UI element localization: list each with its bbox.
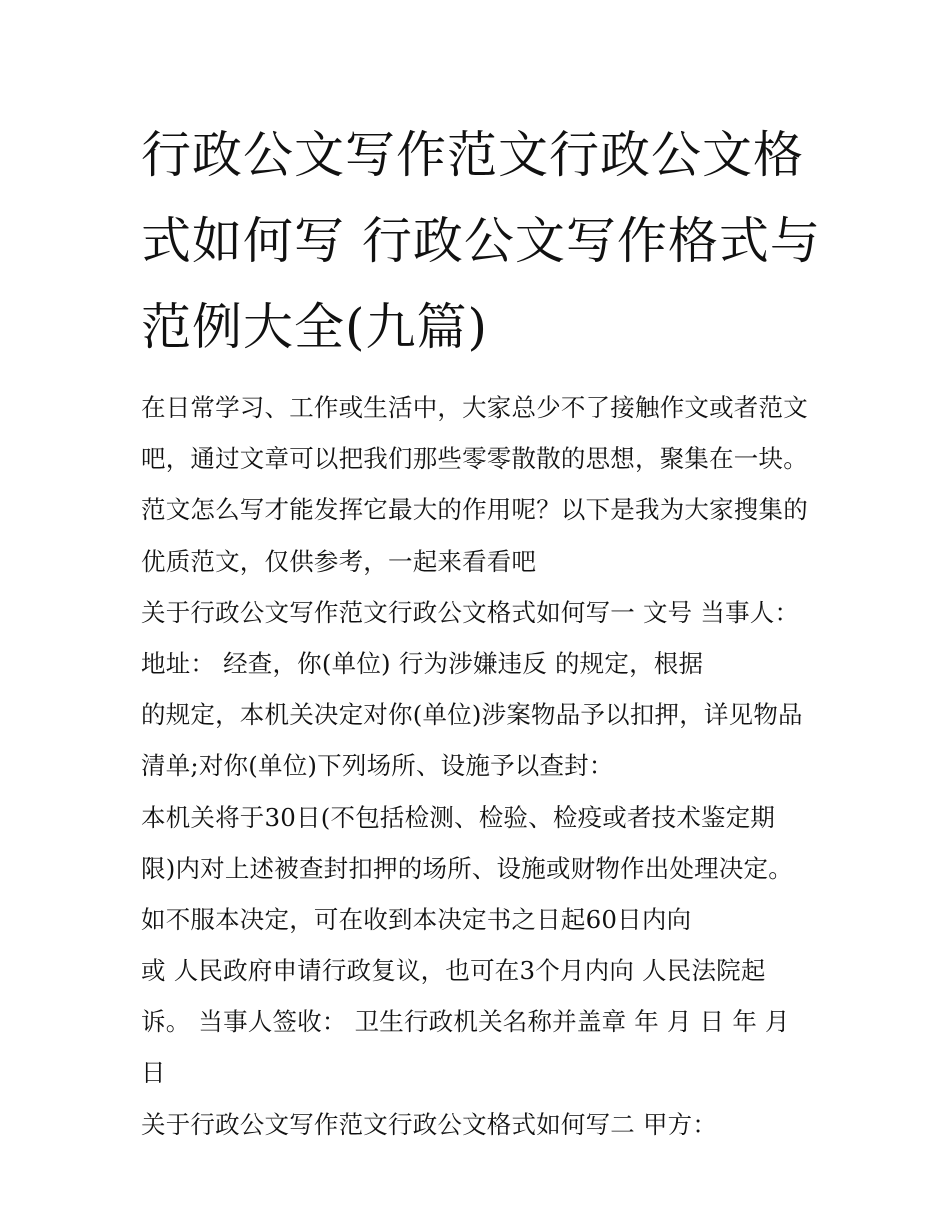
body-text-line: 诉。 当事人签收： 卫生行政机关名称并盖章 年 月 日 年 月 [141,1007,790,1037]
body-text-line: 如不服本决定，可在收到本决定书之日起60日内向 [141,904,692,934]
body-text-line: 清单;对你(单位)下列场所、设施予以查封： [141,751,614,781]
body-text-line: 优质范文，仅供参考，一起来看看吧 [141,546,537,576]
body-text-line: 在日常学习、工作或生活中，大家总少不了接触作文或者范文 [141,393,808,422]
body-text-line: 限)内对上述被查封扣押的场所、设施或财物作出处理决定。 [141,853,793,883]
document-page [141,112,831,1150]
title-line: 范例大全(九篇) [141,298,489,356]
document-body [141,382,831,1150]
title-line: 式如何写 行政公文写作格式与 [141,212,821,270]
body-text-line: 关于行政公文写作范文行政公文格式如何写二 甲方： [141,1109,718,1139]
body-text-line: 吧，通过文章可以把我们那些零零散散的思想，聚集在一块。 [141,444,808,474]
body-text-line: 本机关将于30日(不包括检测、检验、检疫或者技术鉴定期 [141,802,776,832]
body-text-line: 或 人民政府申请行政复议，也可在3个月内向 人民法院起 [141,956,766,986]
document-title [141,112,831,370]
title-line: 行政公文写作范文行政公文格 [141,126,804,184]
body-text-line: 范文怎么写才能发挥它最大的作用呢？以下是我为大家搜集的 [141,495,808,525]
body-text-line: 的规定，本机关决定对你(单位)涉案物品予以扣押，详见物品 [141,700,803,730]
body-text-line: 关于行政公文写作范文行政公文格式如何写一 文号 当事人： [141,597,800,627]
body-text-line: 地址： 经查，你(单位) 行为涉嫌违反 的规定，根据 [141,648,704,678]
body-text-line: 日 [141,1058,166,1088]
